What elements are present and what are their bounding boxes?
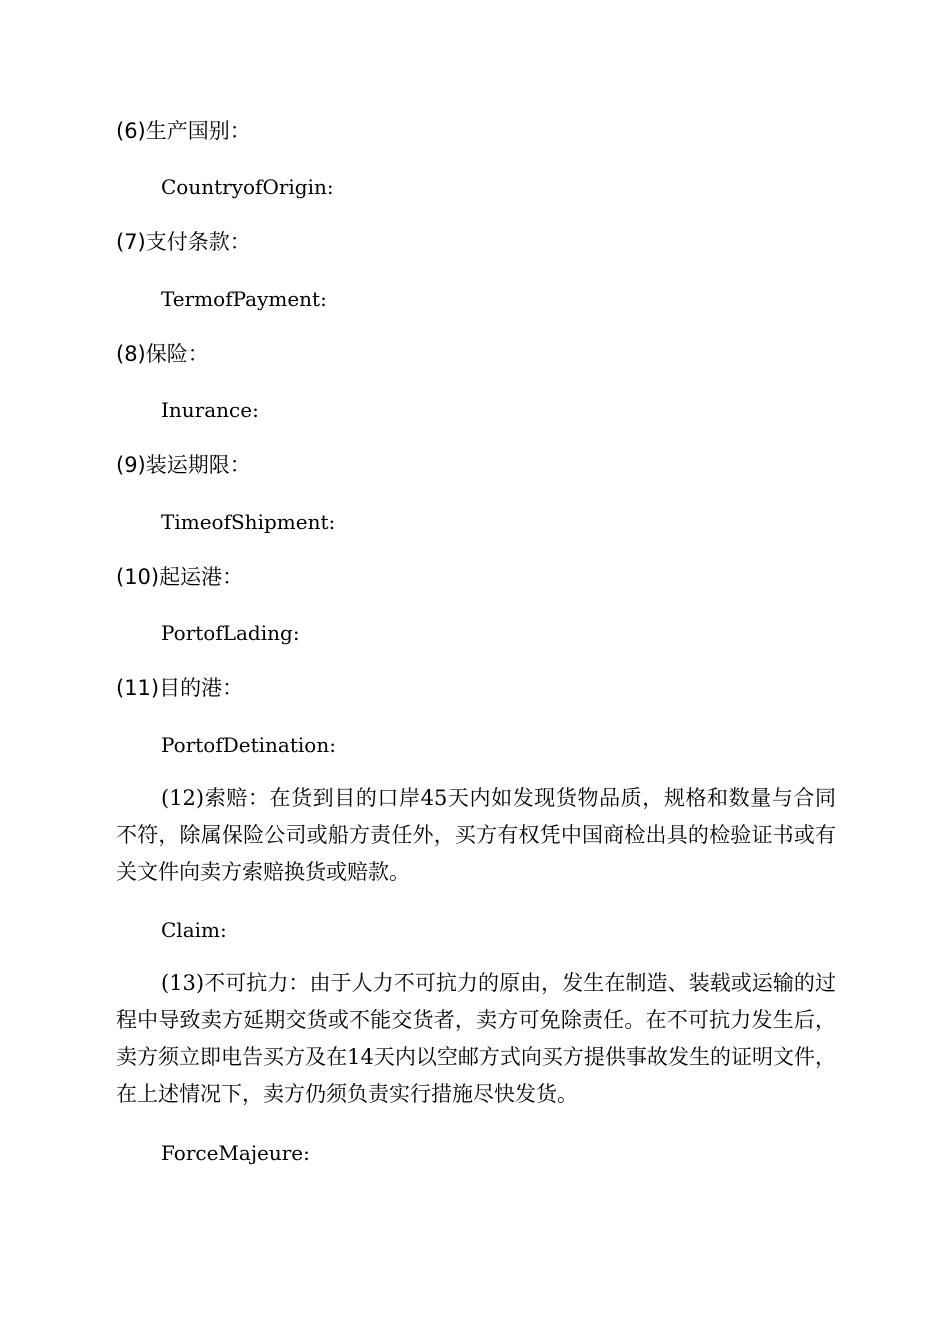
- shipment-heading: (9)装运期限：: [116, 453, 251, 477]
- lading-english-label: PortofLading:: [161, 621, 300, 645]
- shipment-english-label: TimeofShipment:: [161, 510, 336, 534]
- destination-english-label: PortofDetination:: [161, 733, 336, 757]
- force-majeure-paragraph: (13)不可抗力：由于人力不可抗力的原由，发生在制造、装载或运输的过程中导致卖方延期交货或不能交货者，卖方可免除责任。在不可抗力发生后，卖方须立即电告买方及在14天内以空邮方式向买方提供事故发生的证明文件，在上述情况下，卖方仍须负责实行措施尽快发货。: [116, 971, 836, 1106]
- lading-heading: (10)起运港：: [116, 565, 244, 589]
- claim-english-label: Claim:: [161, 918, 227, 942]
- force-majeure-english-label: ForceMajeure:: [161, 1141, 310, 1165]
- insurance-english-label: Inurance:: [161, 398, 259, 422]
- origin-heading: (6)生产国别：: [116, 119, 251, 143]
- payment-english-label: TermofPayment:: [161, 287, 327, 311]
- insurance-heading: (8)保险：: [116, 342, 209, 366]
- destination-heading: (11)目的港：: [116, 676, 244, 700]
- claim-paragraph: (12)索赔：在货到目的口岸45天内如发现货物品质，规格和数量与合同不符，除属保险公司或船方责任外，买方有权凭中国商检出具的检验证书或有关文件向卖方索赔换货或赔款。: [116, 786, 836, 884]
- payment-heading: (7)支付条款：: [116, 230, 251, 254]
- origin-english-label: CountryofOrigin:: [161, 175, 334, 199]
